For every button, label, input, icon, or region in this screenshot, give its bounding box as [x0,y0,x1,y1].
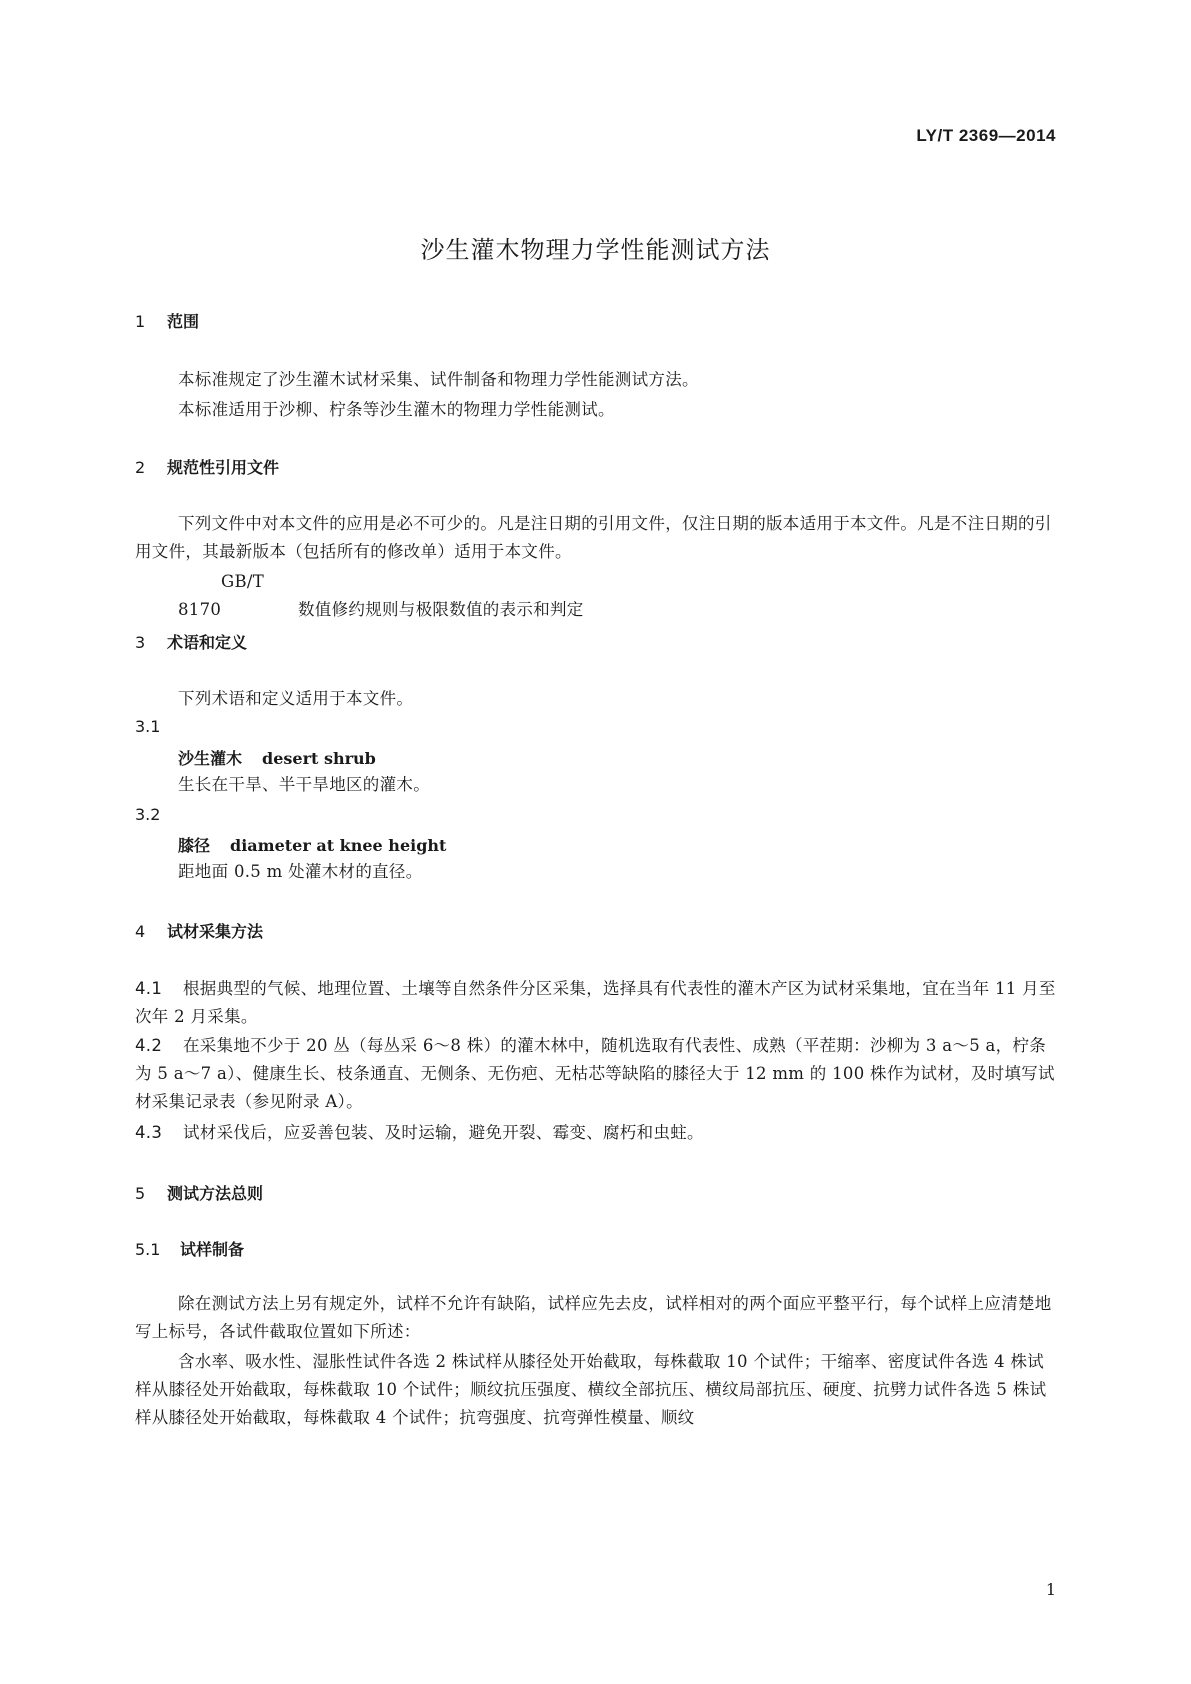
term-number: 3.2 [135,805,161,824]
clause-4-3 [135,1119,1060,1147]
reference-code: GB/T 8170 [178,572,265,619]
terms-intro: 下列术语和定义适用于本文件。 [178,689,414,708]
clause-4-1 [135,975,1060,1031]
reference-title: 数值修约规则与极限数值的表示和判定 [298,600,584,619]
clause-text: 根据典型的气候、地理位置、土壤等自然条件分区采集，选择具有代表性的灌木产区为试材采集地，宜在当年 11 月至次年 2 月采集。 [135,979,1056,1026]
section-1-heading [135,309,199,332]
section-4-heading [135,919,263,942]
section-title: 测试方法总则 [167,1184,264,1203]
term-definition: 生长在干旱、半干旱地区的灌木。 [178,775,430,794]
subsection-5-1-heading [135,1237,244,1260]
clause-text: 在采集地不少于 20 丛（每丛采 6～8 株）的灌木林中，随机选取有代表性、成熟（平茬期：沙柳为 3 a～5 a，柠条为 5 a～7 a）、健康生长、枝条通直、无侧条、无伤疤、无枯芯等缺陷的膝径大于 12 mm 的 100 株作为试材，及时填写试材采集记录表（参见附录 A）。 [135,1036,1055,1111]
term-number: 3.1 [135,717,161,736]
section-number: 2 [135,458,146,477]
clause-text: 试材采伐后，应妥善包装、及时运输，避免开裂、霉变、腐朽和虫蛀。 [183,1123,704,1142]
subsection-number: 5.1 [135,1240,161,1259]
section-title: 范围 [167,312,200,331]
term-definition: 距地面 0.5 m 处灌木材的直径。 [178,862,423,881]
normative-reference [135,568,1060,624]
section-title: 试材采集方法 [167,922,264,941]
clause-4-2 [135,1032,1060,1116]
section-number: 1 [135,312,146,331]
section-title: 术语和定义 [167,633,248,652]
term-english: diameter at knee height [230,836,447,855]
term-english: desert shrub [262,749,376,768]
section-number: 4 [135,922,146,941]
section-number: 5 [135,1184,146,1203]
normative-paragraph: 下列文件中对本文件的应用是必不可少的。凡是注日期的引用文件，仅注日期的版本适用于本文件。凡是不注日期的引用文件，其最新版本（包括所有的修改单）适用于本文件。 [135,514,1052,561]
clause-number: 4.1 [135,979,163,998]
section-2-heading [135,455,279,478]
term-chinese: 沙生灌木 [178,749,243,768]
section-5-heading [135,1181,263,1204]
term-entry-knee-diameter [178,833,446,856]
term-entry-desert-shrub [178,746,376,769]
sample-prep-paragraph-1: 除在测试方法上另有规定外，试样不允许有缺陷，试样应先去皮，试样相对的两个面应平整平行，每个试样上应清楚地写上标号，各试件截取位置如下所述： [135,1294,1052,1341]
section-number: 3 [135,633,146,652]
subsection-title: 试样制备 [180,1240,245,1259]
clause-number: 4.3 [135,1123,163,1142]
sample-prep-paragraph-2: 含水率、吸水性、湿胀性试件各选 2 株试样从膝径处开始截取，每株截取 10 个试件；干缩率、密度试件各选 4 株试样从膝径处开始截取，每株截取 10 个试件；顺纹抗压强度、横纹全部抗压、横纹局部抗压、硬度、抗劈力试件各选 5 株试样从膝径处开始截取，每株截取 4 个试件；抗弯强度、抗弯弹性模量、顺纹 [135,1352,1047,1427]
document-title: 沙生灌木物理力学性能测试方法 [420,236,771,264]
section-title: 规范性引用文件 [167,458,280,477]
standard-code: LY/T 2369—2014 [916,126,1056,145]
scope-paragraph-2: 本标准适用于沙柳、柠条等沙生灌木的物理力学性能测试。 [178,400,615,419]
clause-number: 4.2 [135,1036,163,1055]
page-number: 1 [1045,1580,1056,1599]
section-3-heading [135,630,247,653]
scope-paragraph-1: 本标准规定了沙生灌木试材采集、试件制备和物理力学性能测试方法。 [178,370,699,389]
term-chinese: 膝径 [178,836,211,855]
